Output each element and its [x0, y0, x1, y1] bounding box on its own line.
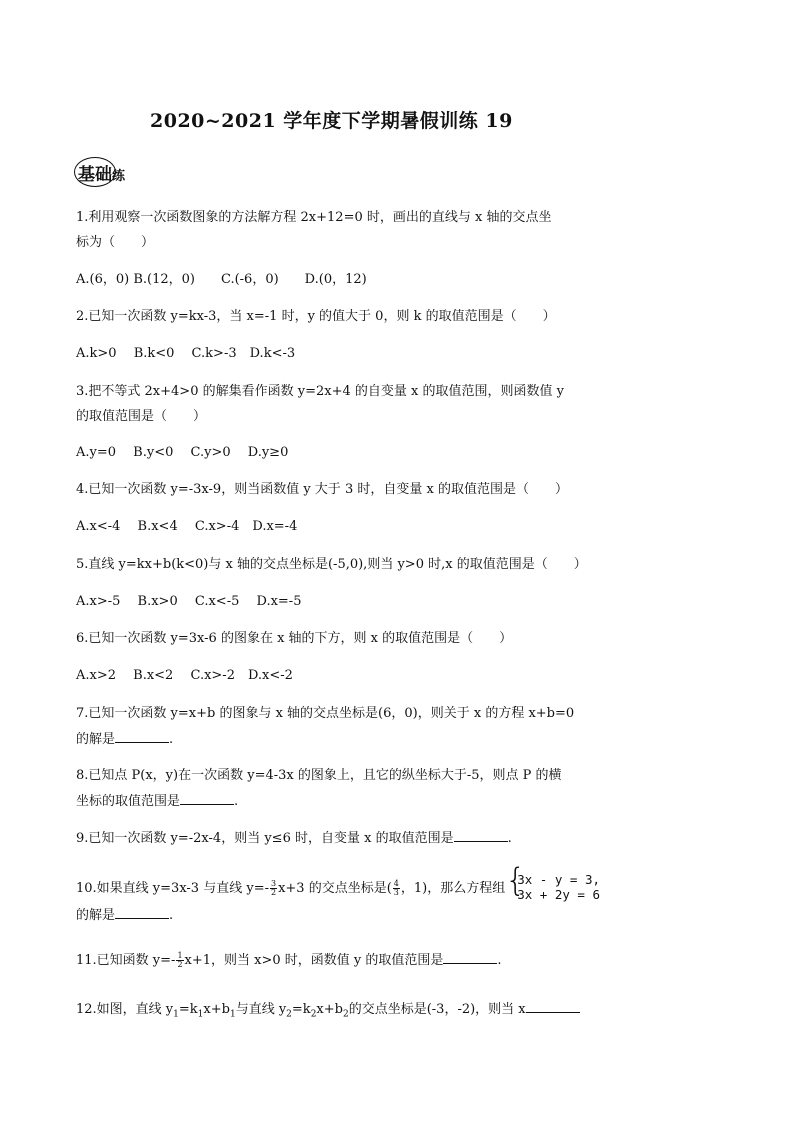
- q12-text-3: x+b: [203, 1002, 230, 1017]
- q7-answer-blank[interactable]: [115, 730, 169, 743]
- q10-equation-2: 3x + 2y = 6: [517, 887, 601, 902]
- q1-options: A.(6，0) B.(12，0) C.(-6，0) D.(0，12): [76, 272, 367, 287]
- q10-text-b: x+3 的交点坐标是(: [278, 881, 392, 896]
- q3-stem-line1: 3.把不等式 2x+4>0 的解集看作函数 y=2x+4 的自变量 x 的取值范围，则函数值 y: [76, 384, 564, 399]
- q9-suffix: .: [507, 831, 512, 846]
- q12-text-4: 与直线 y: [235, 1002, 287, 1017]
- left-brace-icon: {: [505, 861, 526, 899]
- q10-suffix: .: [169, 908, 174, 923]
- q10-stem-line1: [76, 861, 601, 905]
- section-label-small: 练: [112, 168, 126, 184]
- q10-stem-line2: [76, 906, 173, 925]
- q12-text-6: x+b: [316, 1002, 343, 1017]
- q5-stem: 5.直线 y=kx+b(k<0)与 x 轴的交点坐标是(-5,0),则当 y>0 时,x 的取值范围是（ ）: [76, 557, 587, 572]
- q12-text-7: 的交点坐标是(-3，-2)，则当 x: [348, 1002, 526, 1017]
- q8-suffix: .: [234, 794, 239, 809]
- q12-sub-6: 2: [342, 1009, 349, 1020]
- q10-equation-1: 3x - y = 3,: [517, 872, 601, 887]
- q3-stem-line2: 的取值范围是（ ）: [76, 409, 207, 424]
- q8-answer-blank[interactable]: [180, 792, 234, 805]
- q10-equation-system: [505, 861, 601, 905]
- q6-stem: 6.已知一次函数 y=3x-6 的图象在 x 轴的下方，则 x 的取值范围是（ ）: [76, 631, 513, 646]
- q11-text-b: x+1，则当 x>0 时，函数值 y 的取值范围是: [184, 953, 444, 968]
- q7-prefix: 的解是: [76, 732, 116, 747]
- q12-sub-2: 1: [197, 1009, 204, 1020]
- q11-answer-blank[interactable]: [443, 951, 497, 964]
- q4-stem: 4.已知一次函数 y=-3x-9，则当函数值 y 大于 3 时，自变量 x 的取值范围是（ ）: [76, 482, 568, 497]
- q12-sub-4: 2: [286, 1009, 292, 1020]
- q7-stem-line2: [76, 730, 173, 749]
- q11-text-a: 11.已知函数 y=-: [76, 953, 176, 968]
- q12-stem: [76, 1000, 580, 1024]
- section-badge: [74, 157, 126, 187]
- q9-prefix: 9.已知一次函数 y=-2x-4，则当 y≤6 时，自变量 x 的取值范围是: [76, 831, 454, 846]
- q7-suffix: .: [169, 732, 174, 747]
- q2-stem: 2.已知一次函数 y=kx-3，当 x=-1 时，y 的值大于 0，则 k 的取值范围是（ ）: [76, 309, 556, 324]
- q10-answer-blank[interactable]: [115, 906, 169, 919]
- q12-sub-3: 1: [229, 1009, 236, 1020]
- section-label: 基础: [78, 164, 112, 185]
- q12-sub-5: 2: [310, 1009, 317, 1020]
- q12-text-2: =k: [178, 1002, 198, 1017]
- q10-fraction-1: $\frac{3}{2}$: [270, 879, 277, 897]
- q3-options: A.y=0 B.y<0 C.y>0 D.y≥0: [76, 445, 289, 460]
- q9-answer-blank[interactable]: [454, 829, 508, 842]
- q2-options: A.k>0 B.k<0 C.k>-3 D.k<-3: [76, 346, 296, 361]
- q12-text-5: =k: [291, 1002, 311, 1017]
- q6-options: A.x>2 B.x<2 C.x>-2 D.x<-2: [76, 668, 293, 683]
- q4-options: A.x<-4 B.x<4 C.x>-4 D.x=-4: [76, 519, 298, 534]
- q12-sub-1: 1: [173, 1009, 179, 1020]
- q8-stem-line1: 8.已知点 P(x，y)在一次函数 y=4-3x 的图象上，且它的纵坐标大于-5，则点 P 的横: [76, 768, 562, 783]
- q12-text-1: 12.如图，直线 y: [76, 1002, 174, 1017]
- page-title: 2020~2021 学年度下学期暑假训练 19: [150, 110, 513, 132]
- q8-stem-line2: [76, 792, 238, 811]
- q10-fraction-2: $\frac{4}{3}$: [393, 879, 399, 897]
- q1-stem-line1: 1.利用观察一次函数图象的方法解方程 2x+12=0 时，画出的直线与 x 轴的交点坐: [76, 210, 552, 225]
- q11-fraction: $\frac{1}{2}$: [177, 951, 183, 969]
- q11-suffix: .: [497, 953, 502, 968]
- q8-prefix: 坐标的取值范围是: [76, 794, 181, 809]
- q1-stem-line2: 标为（ ）: [76, 235, 155, 250]
- q10-prefix: 的解是: [76, 908, 116, 923]
- q10-text-a: 10.如果直线 y=3x-3 与直线 y=-: [76, 881, 269, 896]
- q12-answer-blank[interactable]: [526, 1000, 580, 1013]
- q9-stem: [76, 829, 512, 848]
- q5-options: A.x>-5 B.x>0 C.x<-5 D.x=-5: [76, 594, 302, 609]
- q10-text-c: ，1)，那么方程组: [400, 881, 506, 896]
- q11-stem: [76, 951, 502, 970]
- q7-stem-line1: 7.已知一次函数 y=x+b 的图象与 x 轴的交点坐标是(6，0)，则关于 x 的方程 x+b=0: [76, 706, 575, 721]
